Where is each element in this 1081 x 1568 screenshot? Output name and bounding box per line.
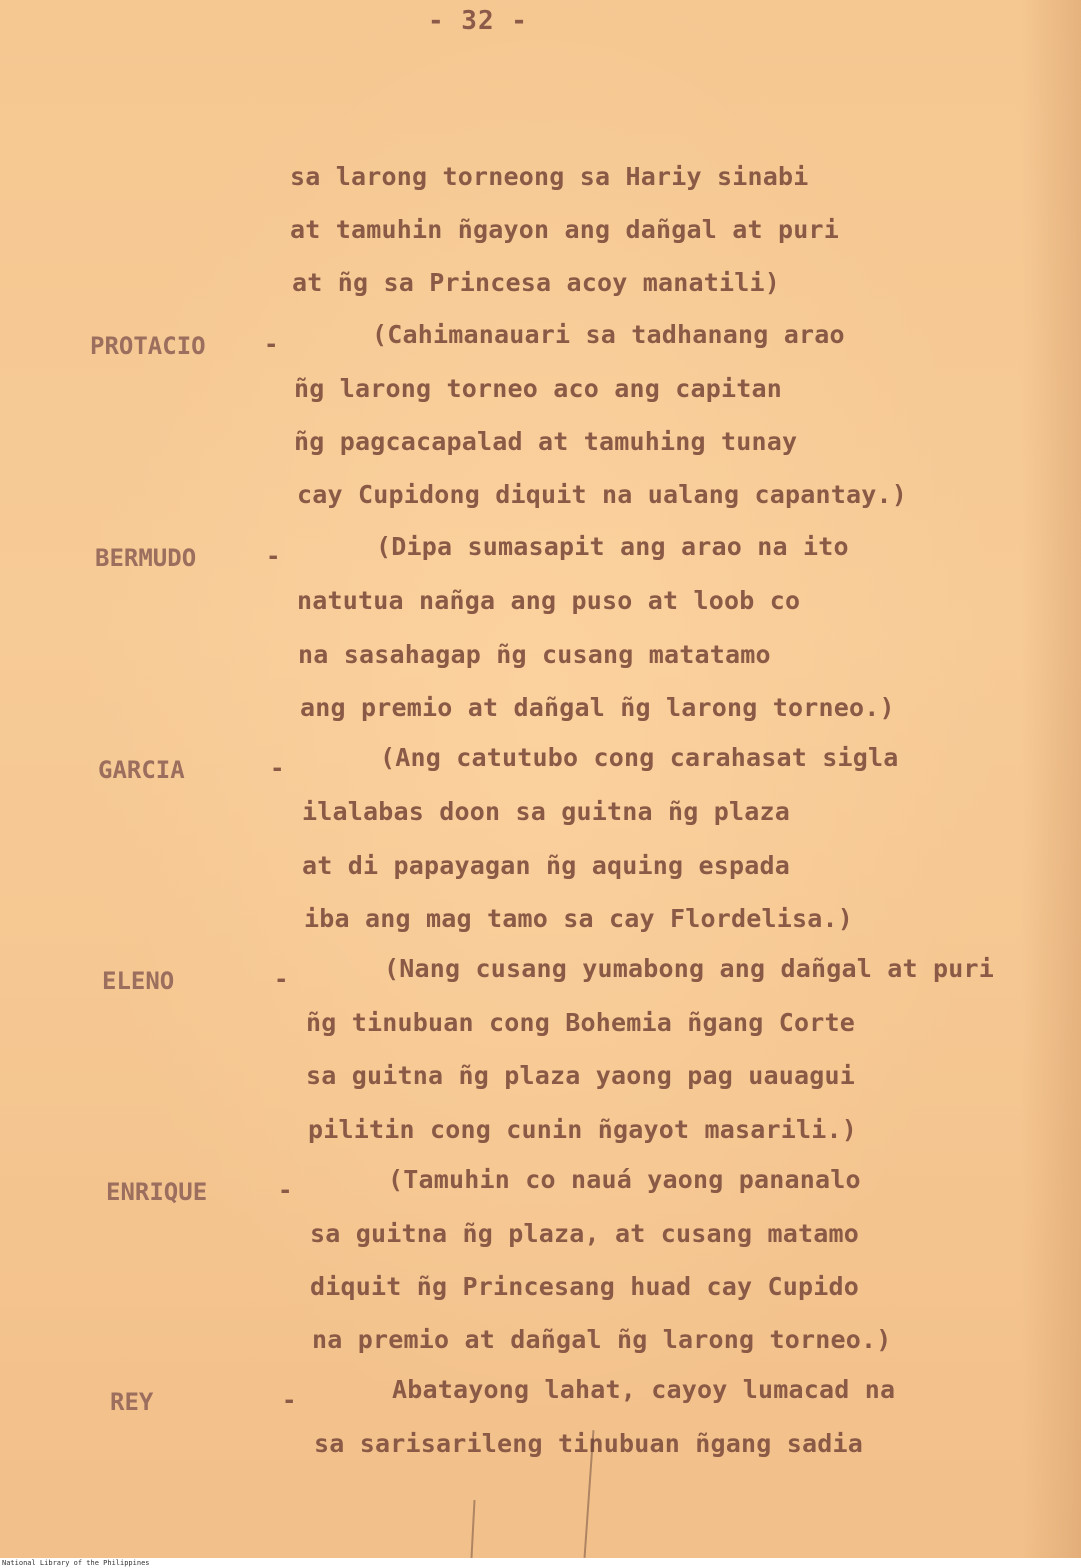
speaker-dash: - (274, 965, 289, 993)
speaker-name: REY (110, 1388, 154, 1416)
verse-line: ñg tinubuan cong Bohemia ñgang Corte (306, 1008, 856, 1037)
verse-line: diquit ñg Princesang huad cay Cupido (310, 1272, 860, 1301)
verse-line: sa guitna ñg plaza yaong pag uauagui (306, 1061, 856, 1090)
verse-line: na premio at dañgal ñg larong torneo.) (312, 1325, 892, 1354)
speaker-dash: - (270, 754, 285, 782)
speaker-dash: - (278, 1176, 293, 1204)
speaker-dash: - (282, 1386, 297, 1414)
verse-line: na sasahagap ñg cusang matatamo (298, 640, 771, 669)
speaker-name: BERMUDO (95, 544, 197, 572)
verse-line: (Ang catutubo cong carahasat sigla (380, 743, 899, 772)
verse-line: sa guitna ñg plaza, at cusang matamo (310, 1219, 860, 1248)
page-shadow (1021, 0, 1081, 1568)
verse-line: sa larong torneong sa Hariy sinabi (290, 162, 809, 191)
verse-line: (Cahimanauari sa tadhanang arao (372, 320, 845, 349)
page-number: - 32 - (428, 6, 528, 36)
speaker-dash: - (264, 330, 279, 358)
verse-line: at ñg sa Princesa acoy manatili) (292, 268, 781, 297)
verse-line: ilalabas doon sa guitna ñg plaza (302, 797, 791, 826)
speaker-name: ELENO (102, 967, 175, 995)
verse-line: (Tamuhin co nauá yaong pananalo (388, 1165, 861, 1194)
verse-line: pilitin cong cunin ñgayot masarili.) (308, 1115, 858, 1144)
verse-line: ang premio at dañgal ñg larong torneo.) (300, 693, 895, 722)
speaker-name: PROTACIO (90, 332, 206, 360)
verse-line: natutua nañga ang puso at loob co (297, 586, 801, 615)
pencil-mark (470, 1500, 475, 1558)
verse-line: iba ang mag tamo sa cay Flordelisa.) (304, 904, 854, 933)
footer-credit: National Library of the Philippines (2, 1559, 150, 1567)
verse-line: at tamuhin ñgayon ang dañgal at puri (290, 215, 840, 244)
verse-line: ñg pagcacapalad at tamuhing tunay (294, 427, 798, 456)
footer-strip (0, 1558, 1081, 1568)
verse-line: ñg larong torneo aco ang capitan (294, 374, 783, 403)
speaker-name: GARCIA (98, 756, 185, 784)
verse-line: (Nang cusang yumabong ang dañgal at puri (384, 954, 995, 983)
verse-line: at di papayagan ñg aquing espada (302, 851, 791, 880)
verse-line: Abatayong lahat, cayoy lumacad na (392, 1375, 896, 1404)
speaker-dash: - (266, 542, 281, 570)
verse-line: (Dipa sumasapit ang arao na ito (376, 532, 849, 561)
verse-line: cay Cupidong diquit na ualang capantay.) (297, 480, 908, 509)
verse-line: sa sarisarileng tinubuan ñgang sadia (314, 1429, 864, 1458)
speaker-name: ENRIQUE (106, 1178, 208, 1206)
